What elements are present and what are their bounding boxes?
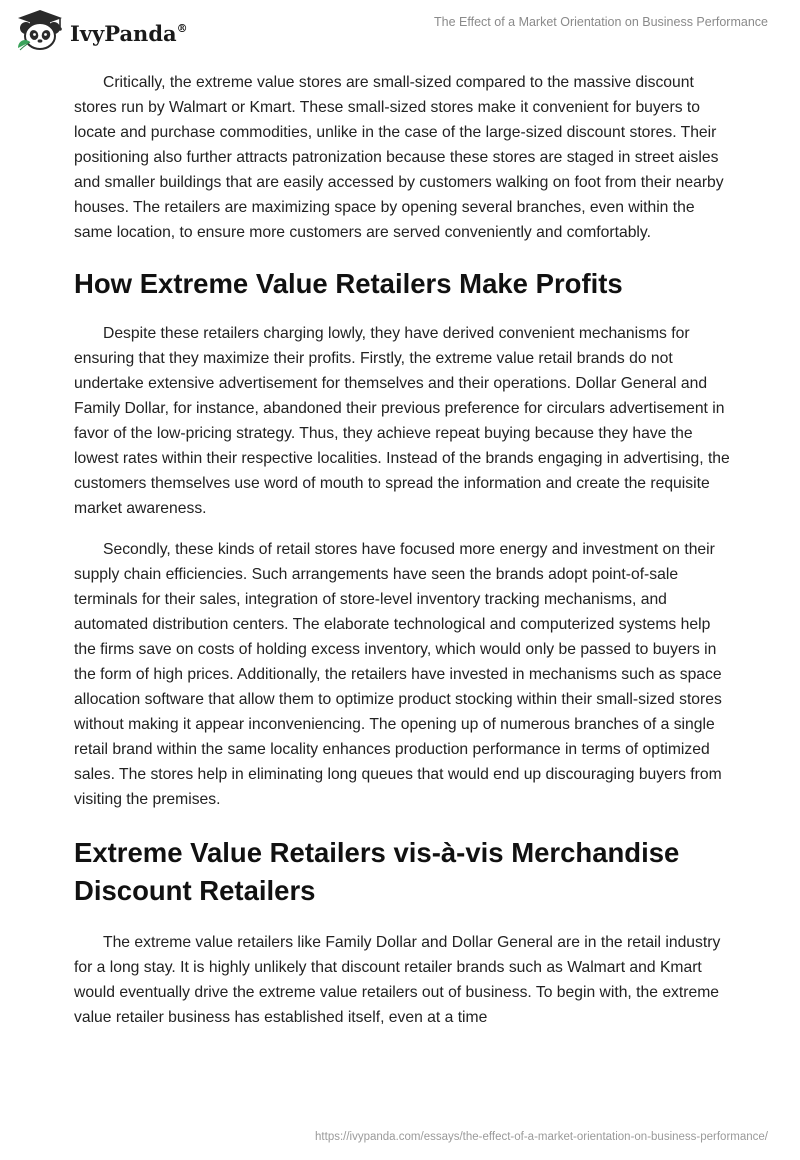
heading-vs-discount-retailers: Extreme Value Retailers vis-à-vis Merchandise Discount Retailers <box>74 837 680 906</box>
page-header <box>0 0 800 60</box>
essay-body <box>74 70 730 1046</box>
panda-graduation-cap-icon <box>14 8 66 52</box>
logo-registered-mark: ® <box>176 22 188 35</box>
paragraph-supply-chain: Secondly, these kinds of retail stores have focused more energy and investment on their supply chain efficiencies. Such arrangements have seen the brands adopt point-of-sale terminals for their sales, integration of store-level inventory tracking mechanisms, and automated distribution centers. The elaborate technological and computerized systems help the firms save on costs of holding excess inventory, which would only be passed to buyers in the form of high prices. Additionally, the retailers have invested in mechanisms such as space allocation software that allow them to optimize product stocking within their small-sized stores without making it appear inconveniencing. The opening up of numerous branches of a single retail brand within the same locality enhances production performance in terms of optimized sales. The stores help in eliminating long queues that would end up discouraging buyers from visiting the premises. <box>74 541 722 808</box>
logo-wordmark <box>70 21 188 46</box>
paragraph-store-size: Critically, the extreme value stores are small-sized compared to the massive discount stores run by Walmart or Kmart. These small-sized stores make it convenient for buyers to locate and purchase commodities, unlike in the case of the large-sized discount stores. Their positioning also further attracts patronization because these stores are staged in street aisles and smaller buildings that are easily accessed by customers walking on foot from their nearby houses. The retailers are maximizing space by opening several branches, even within the same location, to ensure more customers are served conveniently and comfortably. <box>74 74 724 241</box>
paragraph-profit-mechanisms: Despite these retailers charging lowly, they have derived convenient mechanisms for ensuring that they maximize their profits. Firstly, the extreme value retail brands do not undertake extensive advertisement for themselves and their operations. Dollar General and Family Dollar, for instance, abandoned their previous preference for circulars advertisement in favor of the low-pricing strategy. Thus, they achieve repeat buying because they have the lowest rates within their respective localities. Instead of the brands engaging in advertising, the customers themselves use word of mouth to spread the information and create the requisite market awareness. <box>74 325 730 517</box>
footer-source-url[interactable]: https://ivypanda.com/essays/the-effect-of-a-market-orientation-on-business-performance/ <box>315 1131 768 1143</box>
document-title: The Effect of a Market Orientation on Business Performance <box>434 15 768 29</box>
logo-name: IvyPanda <box>70 21 177 46</box>
ivypanda-logo[interactable] <box>14 8 188 52</box>
paragraph-long-stay: The extreme value retailers like Family Dollar and Dollar General are in the retail industry for a long stay. It is highly unlikely that discount retailer brands such as Walmart and Kmart would eventually drive the extreme value retailers out of business. To begin with, the extreme value retailer business has established itself, even at a time <box>74 934 721 1026</box>
heading-how-profits: How Extreme Value Retailers Make Profits <box>74 268 623 299</box>
